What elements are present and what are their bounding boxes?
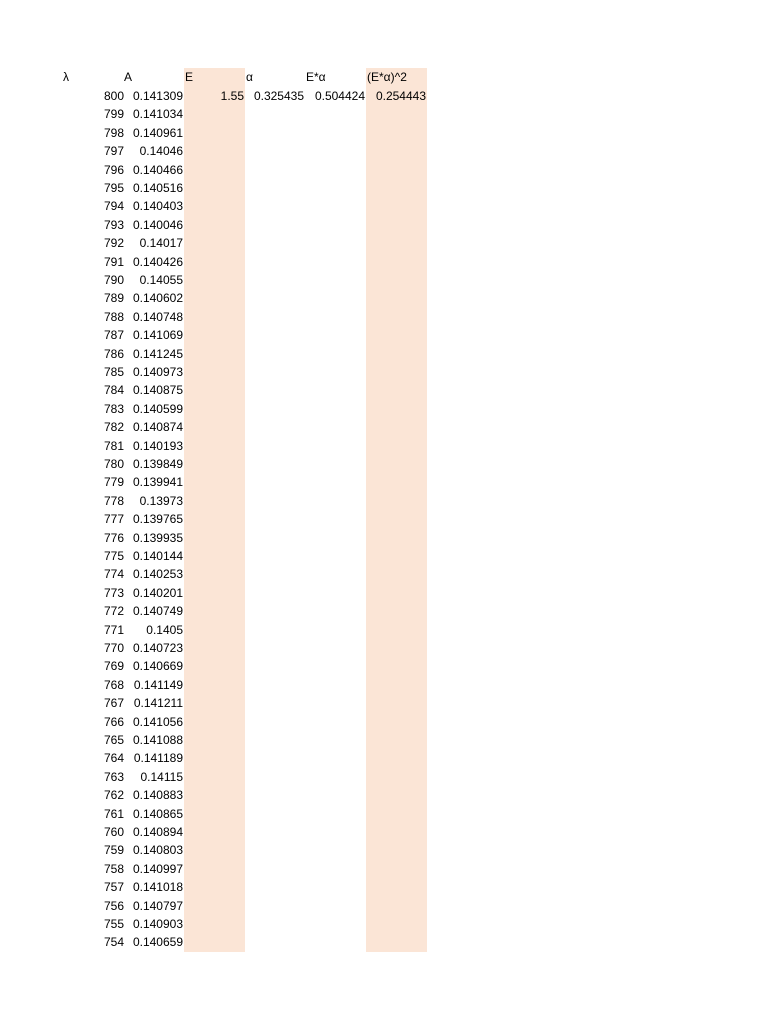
table-row xyxy=(0,657,768,675)
cell-a[interactable]: 0.140659 xyxy=(132,935,183,950)
header-e-alpha[interactable]: E*α xyxy=(306,70,326,84)
table-row xyxy=(0,584,768,602)
table-row xyxy=(0,345,768,363)
cell-alpha[interactable]: 0.325435 xyxy=(253,89,304,103)
cell-a[interactable]: 0.141149 xyxy=(133,677,183,692)
cell-a[interactable]: 0.140874 xyxy=(132,420,183,435)
table-row xyxy=(0,179,768,197)
cell-a[interactable]: 0.141018 xyxy=(132,880,183,895)
table-row xyxy=(0,105,768,123)
table-row xyxy=(0,786,768,804)
table-row xyxy=(0,805,768,823)
cell-a[interactable]: 0.141309 xyxy=(132,89,183,103)
cell-lambda[interactable]: 768 xyxy=(103,677,124,692)
cell-a[interactable]: 0.13973 xyxy=(139,493,183,508)
cell-a[interactable]: 0.140426 xyxy=(132,254,183,269)
cell-a[interactable]: 0.140516 xyxy=(132,181,183,195)
table-row xyxy=(0,731,768,749)
cell-lambda[interactable]: 775 xyxy=(103,549,124,563)
cell-a[interactable]: 0.141088 xyxy=(132,733,183,747)
table-row xyxy=(0,308,768,326)
cell-lambda[interactable]: 779 xyxy=(103,475,124,490)
cell-a[interactable]: 0.140749 xyxy=(132,604,183,619)
cell-lambda[interactable]: 766 xyxy=(103,714,124,729)
cell-lambda[interactable]: 792 xyxy=(103,236,124,251)
cell-lambda[interactable]: 800 xyxy=(103,89,124,103)
cell-a[interactable]: 0.140903 xyxy=(132,917,183,931)
cell-e-alpha[interactable]: 0.504424 xyxy=(314,89,365,103)
table-row xyxy=(0,694,768,712)
cell-lambda[interactable]: 798 xyxy=(103,125,124,140)
cell-lambda[interactable]: 797 xyxy=(103,144,124,159)
table-row xyxy=(0,400,768,418)
cell-a[interactable]: 0.14017 xyxy=(139,236,183,251)
cell-a[interactable]: 0.140466 xyxy=(132,162,183,177)
cell-e[interactable]: 1.55 xyxy=(220,89,244,103)
cell-a[interactable]: 0.140193 xyxy=(132,438,183,453)
cell-lambda[interactable]: 771 xyxy=(103,622,124,637)
cell-lambda[interactable]: 793 xyxy=(103,217,124,232)
table-row xyxy=(0,713,768,731)
cell-lambda[interactable]: 756 xyxy=(103,898,124,913)
cell-a[interactable]: 0.140875 xyxy=(132,383,183,398)
table-row xyxy=(0,161,768,179)
table-row xyxy=(0,234,768,252)
cell-lambda[interactable]: 758 xyxy=(103,861,124,876)
cell-lambda[interactable]: 777 xyxy=(103,512,124,527)
cell-lambda[interactable]: 757 xyxy=(103,880,124,895)
cell-a[interactable]: 0.139765 xyxy=(132,512,183,527)
cell-lambda[interactable]: 787 xyxy=(103,328,124,343)
table-row xyxy=(0,253,768,271)
cell-a[interactable]: 0.140723 xyxy=(132,641,183,655)
cell-lambda[interactable]: 794 xyxy=(103,199,124,214)
cell-lambda[interactable]: 764 xyxy=(103,751,124,766)
table-row xyxy=(0,216,768,234)
table-row xyxy=(0,529,768,547)
cell-a[interactable]: 0.140973 xyxy=(132,365,183,379)
table-row xyxy=(0,363,768,381)
cell-a[interactable]: 0.141034 xyxy=(132,107,183,122)
cell-lambda[interactable]: 762 xyxy=(103,788,124,803)
cell-lambda[interactable]: 770 xyxy=(103,641,124,655)
cell-a[interactable]: 0.140253 xyxy=(132,567,183,582)
table-row xyxy=(0,142,768,160)
cell-a[interactable]: 0.140894 xyxy=(132,825,183,839)
table-row xyxy=(0,621,768,639)
cell-lambda[interactable]: 790 xyxy=(103,273,124,287)
cell-lambda[interactable]: 776 xyxy=(103,530,124,545)
table-row xyxy=(0,455,768,473)
cell-a[interactable]: 0.139935 xyxy=(132,530,183,545)
cell-lambda[interactable]: 763 xyxy=(103,769,124,784)
cell-lambda[interactable]: 773 xyxy=(103,585,124,600)
header-a[interactable]: A xyxy=(124,70,133,84)
cell-a[interactable]: 0.140997 xyxy=(132,861,183,876)
cell-lambda[interactable]: 765 xyxy=(103,733,124,747)
table-row xyxy=(0,510,768,528)
table-row xyxy=(0,676,768,694)
cell-a[interactable]: 0.140046 xyxy=(132,217,183,232)
cell-a[interactable]: 0.140599 xyxy=(132,401,183,416)
cell-lambda[interactable]: 754 xyxy=(103,935,124,950)
cell-a[interactable]: 0.141211 xyxy=(133,696,183,711)
cell-lambda[interactable]: 760 xyxy=(103,825,124,839)
cell-a[interactable]: 0.140797 xyxy=(132,898,183,913)
cell-lambda[interactable]: 786 xyxy=(103,346,124,361)
cell-lambda[interactable]: 783 xyxy=(103,401,124,416)
cell-lambda[interactable]: 772 xyxy=(103,604,124,619)
cell-a[interactable]: 0.140403 xyxy=(132,199,183,214)
table-row xyxy=(0,768,768,786)
cell-a[interactable]: 0.140748 xyxy=(132,309,183,324)
header-lambda[interactable]: λ xyxy=(63,70,69,84)
cell-a[interactable]: 0.140883 xyxy=(132,788,183,803)
table-row xyxy=(0,87,768,105)
table-row xyxy=(0,823,768,841)
cell-lambda[interactable]: 781 xyxy=(103,438,124,453)
cell-a[interactable]: 0.140602 xyxy=(132,291,183,306)
cell-a[interactable]: 0.140669 xyxy=(132,659,183,674)
table-row xyxy=(0,326,768,344)
table-row xyxy=(0,381,768,399)
cell-lambda[interactable]: 755 xyxy=(103,917,124,931)
cell-lambda[interactable]: 789 xyxy=(103,291,124,306)
table-row xyxy=(0,124,768,142)
table-row xyxy=(0,547,768,565)
table-row xyxy=(0,639,768,657)
cell-lambda[interactable]: 769 xyxy=(103,659,124,674)
cell-lambda[interactable]: 774 xyxy=(103,567,124,582)
table-row xyxy=(0,602,768,620)
header-e-alpha-squared[interactable]: (E*α)^2 xyxy=(367,70,407,84)
cell-lambda[interactable]: 799 xyxy=(103,107,124,122)
table-row xyxy=(0,841,768,859)
table-row xyxy=(0,878,768,896)
table-row xyxy=(0,289,768,307)
table-row xyxy=(0,749,768,767)
table-row xyxy=(0,860,768,878)
cell-a[interactable]: 0.14115 xyxy=(140,769,183,784)
header-alpha[interactable]: α xyxy=(246,70,253,84)
table-row xyxy=(0,473,768,491)
cell-a[interactable]: 0.1405 xyxy=(146,622,183,637)
header-e[interactable]: E xyxy=(185,70,194,84)
cell-lambda[interactable]: 791 xyxy=(103,254,124,269)
cell-a[interactable]: 0.141056 xyxy=(132,714,183,729)
cell-lambda[interactable]: 780 xyxy=(103,457,124,471)
cell-a[interactable]: 0.140144 xyxy=(132,549,183,563)
cell-a[interactable]: 0.141069 xyxy=(132,328,183,343)
cell-a[interactable]: 0.140201 xyxy=(132,585,183,600)
cell-a[interactable]: 0.141189 xyxy=(133,751,183,766)
table-row xyxy=(0,271,768,289)
cell-a[interactable]: 0.139849 xyxy=(132,457,183,471)
table-row xyxy=(0,915,768,933)
table-row xyxy=(0,933,768,951)
cell-lambda[interactable]: 788 xyxy=(103,309,124,324)
cell-a[interactable]: 0.140961 xyxy=(132,125,183,140)
cell-lambda[interactable]: 761 xyxy=(103,806,124,821)
cell-lambda[interactable]: 796 xyxy=(103,162,124,177)
table-row xyxy=(0,418,768,436)
cell-a[interactable]: 0.140803 xyxy=(132,843,183,858)
cell-a[interactable]: 0.139941 xyxy=(132,475,183,490)
cell-lambda[interactable]: 795 xyxy=(103,181,124,195)
cell-lambda[interactable]: 759 xyxy=(103,843,124,858)
cell-lambda[interactable]: 778 xyxy=(103,493,124,508)
cell-a[interactable]: 0.140865 xyxy=(132,806,183,821)
table-row xyxy=(0,197,768,215)
cell-lambda[interactable]: 785 xyxy=(103,365,124,379)
table-row xyxy=(0,437,768,455)
cell-e-alpha-squared[interactable]: 0.254443 xyxy=(375,89,426,103)
table-row xyxy=(0,565,768,583)
table-row xyxy=(0,492,768,510)
cell-lambda[interactable]: 767 xyxy=(103,696,124,711)
cell-a[interactable]: 0.14046 xyxy=(139,144,183,159)
cell-lambda[interactable]: 782 xyxy=(103,420,124,435)
cell-a[interactable]: 0.141245 xyxy=(132,346,183,361)
table-row xyxy=(0,897,768,915)
cell-lambda[interactable]: 784 xyxy=(103,383,124,398)
cell-a[interactable]: 0.14055 xyxy=(139,273,183,287)
